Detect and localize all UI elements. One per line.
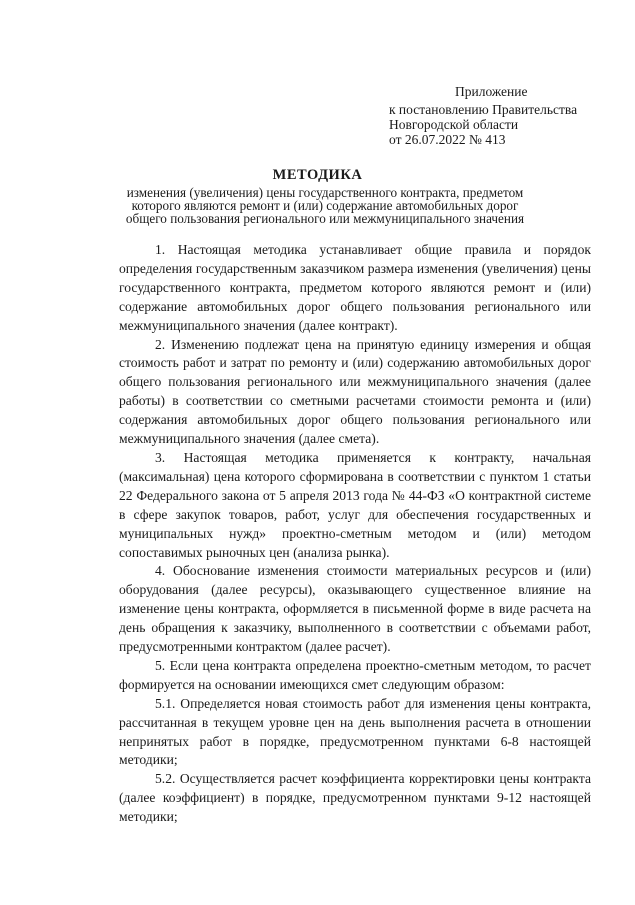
- appendix-region-line: Новгородской области: [389, 117, 519, 132]
- paragraph-5-2: 5.2. Осуществляется расчет коэффициента корректировки цены контракта (далее коэффициент) в порядке, предусмотренном пунктами 9-12 настоящей методики;: [119, 771, 591, 825]
- document-body: [119, 241, 591, 827]
- appendix-header: [389, 84, 619, 147]
- document-title: МЕТОДИКА: [272, 167, 363, 183]
- paragraph-4: 4. Обоснование изменения стоимости материальных ресурсов и (или) оборудования (далее ресурсы), оказывающего существенное влияние на изменение цены контракта, оформляется в письменной форме в виде расчета на день обращения к заказчику, выполненного в соответствии с объемами работ, предусмотренными контрактом (далее расчет).: [119, 563, 591, 655]
- paragraph-5-1: 5.1. Определяется новая стоимость работ для изменения цены контракта, рассчитанная в текущем уровне цен на день выполнения расчета в отношении непринятых работ в порядке, предусмотренном пунктами 6-8 настоящей методики;: [119, 695, 591, 768]
- paragraph-2: 2. Изменению подлежат цена на принятую единицу измерения и общая стоимость работ и затрат по ремонту и (или) содержанию автомобильных дорог общего пользования регионального или межмуниципального значения (далее работы) в соответствии со сметными расчетами стоимости ремонта и (или) содержания автомобильных дорог общего пользования регионального или межмуниципального значения (далее смета).: [119, 336, 591, 447]
- paragraph-3: 3. Настоящая методика применяется к контракту, начальная (максимальная) цена которого сформирована в соответствии с пунктом 1 статьи 22 Федерального закона от 5 апреля 2013 года № 44-ФЗ «О контрактной системе в сфере закупок товаров, работ, услуг для обеспечения государственных и муниципальных нужд» проектно-сметным методом и (или) методом сопоставимых рыночных цен (анализа рынка).: [119, 449, 591, 560]
- appendix-date-line: от 26.07.2022 № 413: [389, 132, 506, 147]
- paragraph-1: 1. Настоящая методика устанавливает общие правила и порядок определения государственным заказчиком размера изменения (увеличения) цены государственного контракта, предметом которого являются ремонт и (или) содержание автомобильных дорог общего пользования регионального или межмуниципального значения (далее контракт).: [119, 242, 591, 333]
- document-subtitle: изменения (увеличения) цены государственного контракта, предметом которого являются ремонт и (или) содержание автомобильных дорог общего пользования регионального или межмуниципального значения: [125, 185, 525, 226]
- paragraph-5: 5. Если цена контракта определена проектно-сметным методом, то расчет формируется на основании имеющихся смет следующим образом:: [119, 657, 591, 692]
- appendix-resolution-line: к постановлению Правительства: [389, 102, 578, 117]
- appendix-label: Приложение: [455, 84, 528, 99]
